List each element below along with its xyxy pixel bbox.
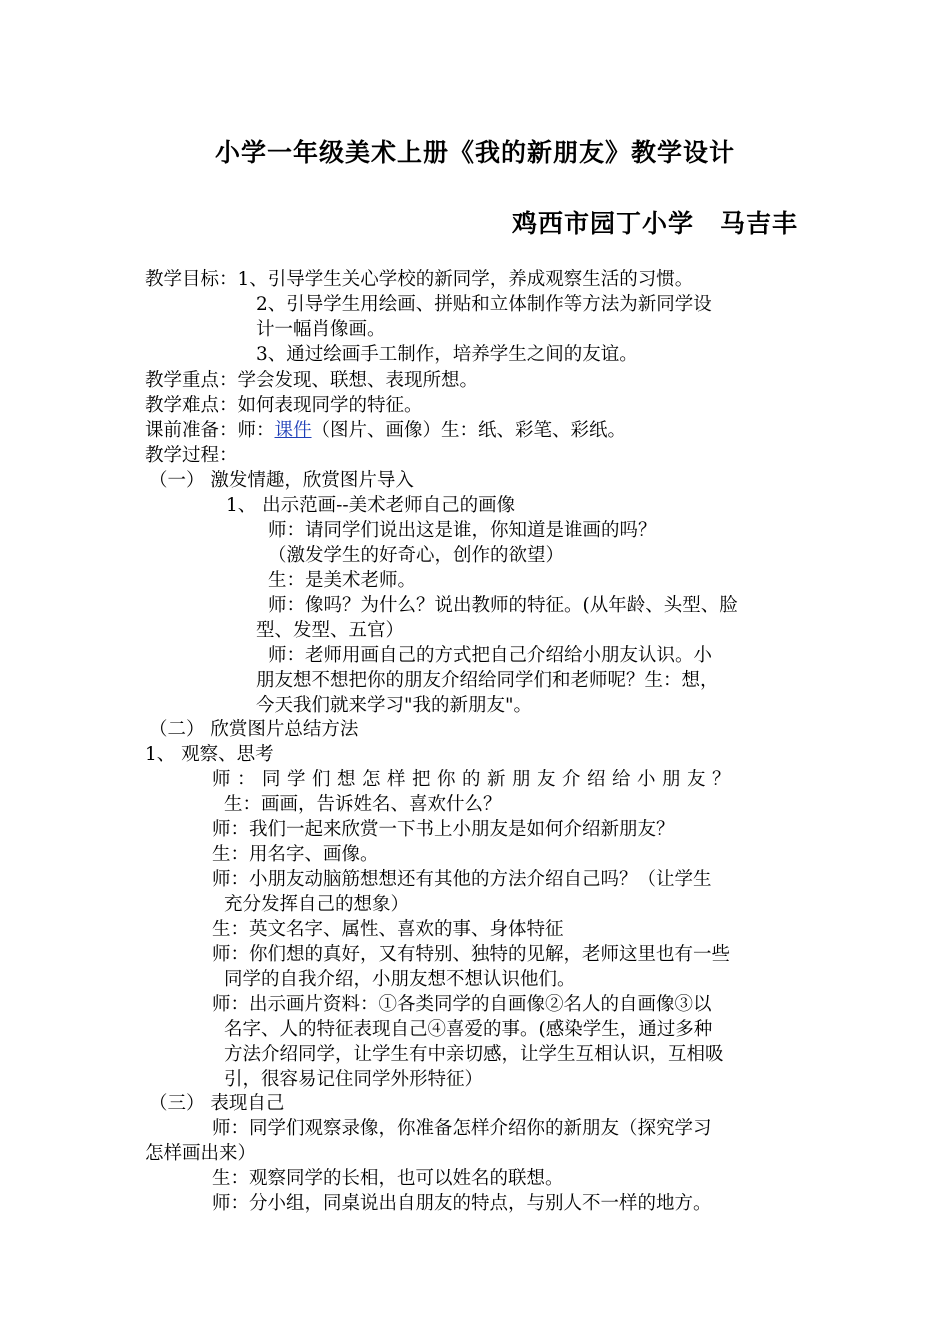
- key-point-line: 教学重点：学会发现、联想、表现所想。: [145, 370, 479, 391]
- section-3-line: 怎样画出来）: [145, 1143, 257, 1164]
- process-label: 教学过程：: [145, 445, 238, 466]
- section-2-line: 方法介绍同学，让学生有中亲切感，让学生互相认识，互相吸: [224, 1044, 724, 1065]
- section-2-line: 师：小朋友动脑筋想想还有其他的方法介绍自己吗？（让学生: [212, 869, 712, 890]
- prep-line: 课前准备：师：课件（图片、画像）生：纸、彩笔、彩纸。: [145, 420, 627, 441]
- section-1-line: （激发学生的好奇心，创作的欲望）: [268, 545, 565, 566]
- document-title: 小学一年级美术上册《我的新朋友》教学设计: [214, 138, 735, 167]
- section-1-line: 师：请同学们说出这是谁，你知道是谁画的吗？: [268, 520, 657, 541]
- section-2-sub-1: 1、 观察、思考: [145, 744, 274, 765]
- section-2-line: 充分发挥自己的想象）: [224, 894, 410, 915]
- section-2-line: 师：你们想的真好，又有特别、独特的见解，老师这里也有一些: [212, 944, 731, 965]
- section-1-line: 师：像吗？为什么？说出教师的特征。(从年龄、头型、脸: [268, 595, 738, 616]
- section-3-line: 师：同学们观察录像，你准备怎样介绍你的新朋友（探究学习: [212, 1118, 712, 1139]
- section-1-line: 型、发型、五官）: [256, 620, 405, 641]
- section-3-line: 生：观察同学的长相，也可以姓名的联想。: [212, 1168, 564, 1189]
- section-2-heading: （二） 欣赏图片总结方法: [149, 719, 359, 740]
- section-3-heading: （三） 表现自己: [149, 1093, 285, 1114]
- objectives-line-2: 2、引导学生用绘画、拼贴和立体制作等方法为新同学设: [256, 294, 712, 315]
- objectives-line-3: 计一幅肖像画。: [256, 319, 386, 340]
- difficulty-line: 教学难点：如何表现同学的特征。: [145, 395, 423, 416]
- section-1-line: 今天我们就来学习"我的新朋友"。: [256, 695, 533, 716]
- objectives-line-1: 教学目标：1、引导学生关心学校的新同学，养成观察生活的习惯。: [145, 269, 694, 290]
- section-2-line: 师：同学们想怎样把你的新朋友介绍给小朋友？: [212, 769, 738, 790]
- section-1-line: 师：老师用画自己的方式把自己介绍给小朋友认识。小: [268, 645, 713, 666]
- section-1-heading: （一） 激发情趣，欣赏图片导入: [149, 470, 414, 491]
- section-1-sub-1: 1、 出示范画--美术老师自己的画像: [226, 495, 516, 516]
- courseware-link[interactable]: 课件: [274, 420, 312, 441]
- objectives-label: 教学目标：: [145, 269, 238, 290]
- author-line: 鸡西市园丁小学 马吉丰: [511, 209, 798, 238]
- objectives-line-4: 3、通过绘画手工制作，培养学生之间的友谊。: [256, 344, 638, 365]
- section-2-line: 引，很容易记住同学外形特征）: [224, 1069, 484, 1090]
- section-2-line: 师：出示画片资料：①各类同学的自画像②名人的自画像③以: [212, 994, 712, 1015]
- section-3-line: 师：分小组，同桌说出自朋友的特点，与别人不一样的地方。: [212, 1193, 712, 1214]
- section-1-line: 生：是美术老师。: [268, 570, 417, 591]
- section-2-line: 名字、人的特征表现自己④喜爱的事。(感染学生，通过多种: [224, 1019, 713, 1040]
- section-2-line: 生：英文名字、属性、喜欢的事、身体特征: [212, 919, 564, 940]
- section-2-line: 生：画画，告诉姓名、喜欢什么？: [224, 794, 502, 815]
- section-1-line: 朋友想不想把你的朋友介绍给同学们和老师呢？生：想，: [256, 670, 719, 691]
- section-2-line: 生：用名字、画像。: [212, 844, 379, 865]
- section-2-line: 师：我们一起来欣赏一下书上小朋友是如何介绍新朋友？: [212, 819, 675, 840]
- section-2-line: 同学的自我介绍，小朋友想不想认识他们。: [224, 969, 576, 990]
